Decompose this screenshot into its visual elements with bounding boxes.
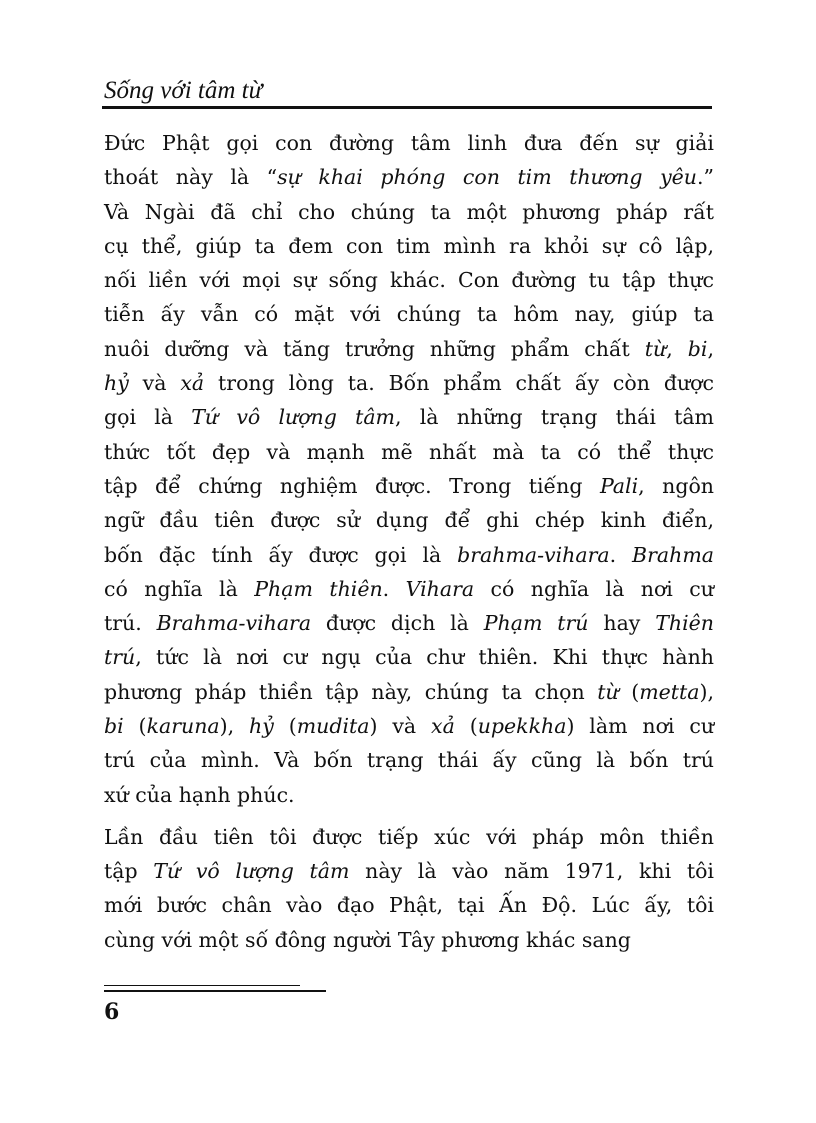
text-run: có nghĩa là nơi cư xyxy=(474,576,714,601)
italic-term: Thiên xyxy=(655,611,714,636)
text-run: cụ thể, giúp ta đem con tim mình ra khỏi sự cô lập, xyxy=(104,233,714,258)
text-line xyxy=(104,572,714,606)
text-run: thức tốt đẹp và mạnh mẽ nhất mà ta có thể thực xyxy=(104,439,714,464)
italic-term: Tứ vô lượng tâm xyxy=(191,405,395,430)
italic-term: Brahma-vihara xyxy=(156,611,312,636)
italic-term: Vihara xyxy=(405,576,475,601)
text-run: .” xyxy=(697,165,714,190)
italic-term: upekkha xyxy=(477,714,567,739)
text-run: Đức Phật gọi con đường tâm linh đưa đến sự giải xyxy=(104,131,714,155)
text-run: ), xyxy=(699,679,714,704)
italic-term: Phạm trú xyxy=(483,611,589,636)
text-line xyxy=(104,709,714,743)
text-line xyxy=(104,263,714,297)
running-head-title: Sống với tâm từ xyxy=(104,77,263,104)
italic-term: bi xyxy=(687,336,708,361)
text-run: trong lòng ta. Bốn phẩm chất ấy còn được xyxy=(204,371,714,396)
text-run: ( xyxy=(123,714,147,739)
italic-term: từ xyxy=(644,336,667,361)
text-run: phương pháp thiền tập này, chúng ta chọn xyxy=(104,679,598,704)
text-run: ( xyxy=(618,679,640,704)
text-run: . xyxy=(609,542,633,567)
footer-rule-bottom xyxy=(104,990,326,992)
text-line xyxy=(104,923,714,957)
text-run: bốn đặc tính ấy được gọi là xyxy=(104,542,458,567)
text-run: , là những trạng thái tâm xyxy=(395,405,714,430)
italic-term: xả xyxy=(180,371,205,396)
italic-term: trú xyxy=(104,645,136,670)
italic-term: sự khai phóng con tim thương yêu xyxy=(277,165,697,190)
body-text xyxy=(104,126,714,957)
italic-term: Phạm thiên xyxy=(254,576,383,601)
text-line xyxy=(104,126,714,160)
italic-term: hỷ xyxy=(104,371,129,396)
text-run: thoát này là “ xyxy=(104,165,278,190)
text-line xyxy=(104,332,714,366)
text-line xyxy=(104,778,714,812)
text-run: ngữ đầu tiên được sử dụng để ghi chép kinh điển, xyxy=(104,508,714,533)
text-run: và xyxy=(128,371,181,396)
text-line xyxy=(104,160,714,194)
text-run: nối liền với mọi sự sống khác. Con đường tu tập thực xyxy=(104,268,714,293)
text-line xyxy=(104,640,714,674)
text-run: ( xyxy=(454,714,478,739)
text-run: tiễn ấy vẫn có mặt với chúng ta hôm nay, giúp ta xyxy=(104,302,714,327)
header-rule xyxy=(102,106,712,109)
text-run: này là vào năm 1971, khi tôi xyxy=(349,858,714,883)
text-run: ) làm nơi cư xyxy=(566,714,715,739)
text-run: ) và xyxy=(369,714,432,739)
text-line xyxy=(104,606,714,640)
italic-term: bi xyxy=(104,714,124,739)
text-line xyxy=(104,538,714,572)
text-run: Và Ngài đã chỉ cho chúng ta một phương pháp rất xyxy=(104,199,714,224)
text-run: mới bước chân vào đạo Phật, tại Ấn Độ. Lúc ấy, tôi xyxy=(104,893,714,918)
text-run: tập để chứng nghiệm được. Trong tiếng xyxy=(104,473,600,498)
text-run: Lần đầu tiên tôi được tiếp xúc với pháp môn thiền xyxy=(104,824,714,849)
text-line xyxy=(104,366,714,400)
text-run: . xyxy=(382,576,406,601)
text-line xyxy=(104,297,714,331)
text-run: , xyxy=(707,336,714,361)
italic-term: brahma-vihara xyxy=(457,542,610,567)
text-line xyxy=(104,503,714,537)
text-run: xứ của hạnh phúc. xyxy=(104,782,295,807)
page-number: 6 xyxy=(104,999,120,1025)
text-run: hay xyxy=(588,611,656,636)
italic-term: metta xyxy=(639,679,700,704)
text-run: có nghĩa là xyxy=(104,576,255,601)
italic-term: karuna xyxy=(146,714,220,739)
text-run: cùng với một số đông người Tây phương khác sang xyxy=(104,927,631,952)
text-run: trú của mình. Và bốn trạng thái ấy cũng là bốn trú xyxy=(104,748,714,773)
text-run: nuôi dưỡng và tăng trưởng những phẩm chất xyxy=(104,336,645,361)
text-line xyxy=(104,675,714,709)
footer-rule-top xyxy=(104,985,300,986)
text-line xyxy=(104,195,714,229)
text-line xyxy=(104,820,714,854)
text-run: , xyxy=(666,336,688,361)
text-run: , tức là nơi cư ngụ của chư thiên. Khi thực hành xyxy=(135,645,714,670)
italic-term: Pali xyxy=(599,473,639,498)
text-line xyxy=(104,854,714,888)
italic-term: Tứ vô lượng tâm xyxy=(153,858,350,883)
text-line xyxy=(104,888,714,922)
text-run: ( xyxy=(273,714,297,739)
italic-term: từ xyxy=(597,679,619,704)
text-run: tập xyxy=(104,858,154,883)
text-line xyxy=(104,469,714,503)
text-run: , ngôn xyxy=(638,473,715,498)
text-line xyxy=(104,743,714,777)
text-line xyxy=(104,400,714,434)
text-run: ), xyxy=(219,714,250,739)
text-line xyxy=(104,229,714,263)
italic-term: Brahma xyxy=(632,542,714,567)
italic-term: xả xyxy=(431,714,455,739)
italic-term: mudita xyxy=(296,714,370,739)
text-run: được dịch là xyxy=(311,611,484,636)
italic-term: hỷ xyxy=(249,714,274,739)
text-run: gọi là xyxy=(104,405,192,430)
paragraph xyxy=(104,820,714,957)
paragraph xyxy=(104,126,714,812)
text-run: trú. xyxy=(104,611,157,636)
text-line xyxy=(104,435,714,469)
